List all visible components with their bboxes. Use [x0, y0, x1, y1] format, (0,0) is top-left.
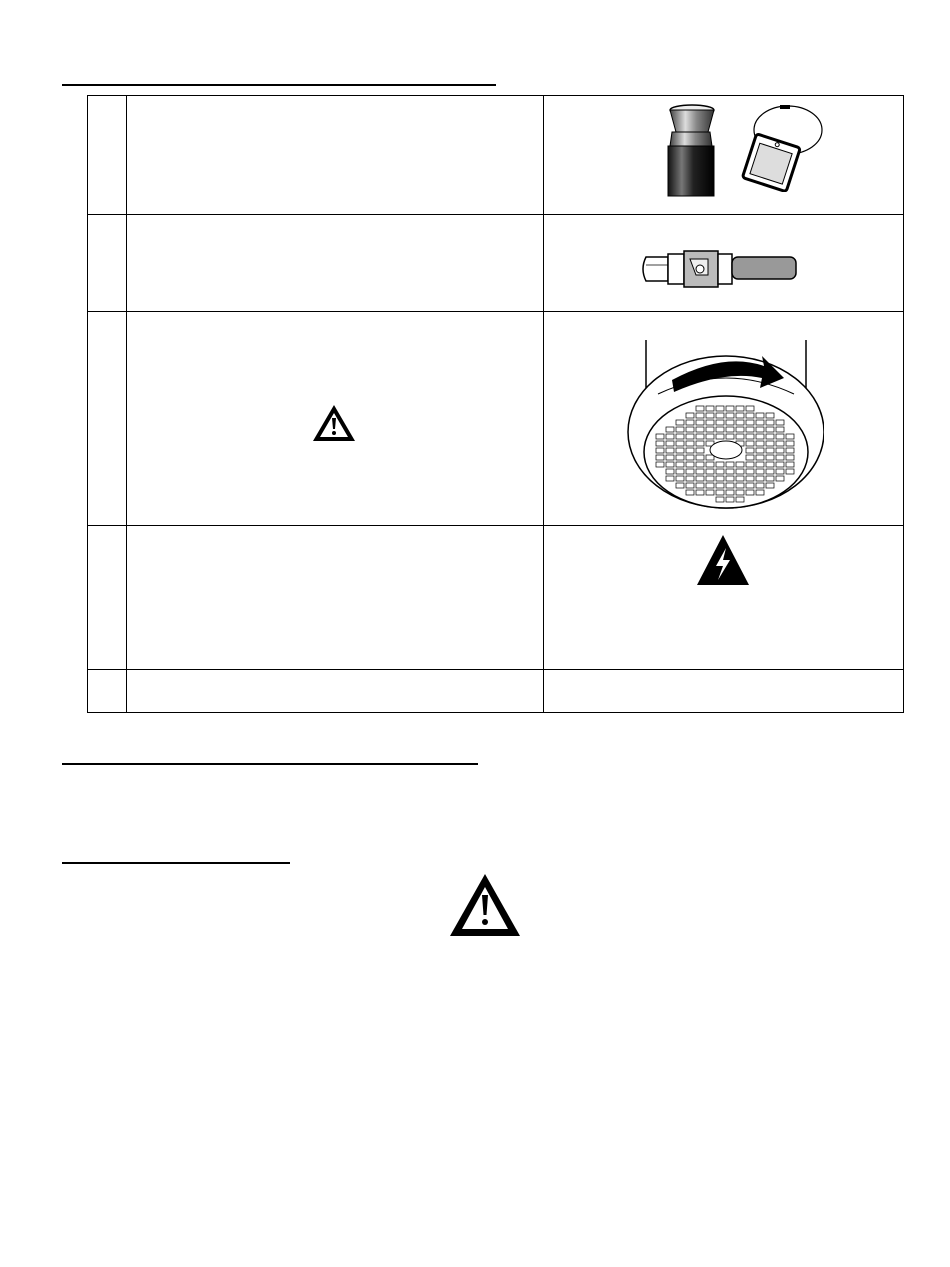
grille-hole [746, 434, 754, 439]
step-number-cell [88, 526, 127, 670]
step-image-cell [543, 526, 903, 670]
grille-hole [676, 441, 684, 446]
grille-hole [676, 420, 684, 425]
grille-hole [766, 434, 774, 439]
grille-hole [786, 441, 794, 446]
grille-hole [736, 462, 744, 467]
grille-hole [716, 469, 724, 474]
grille-hole [746, 455, 754, 460]
grille-hole [666, 469, 674, 474]
grille-hole [686, 413, 694, 418]
step-image-cell [543, 312, 903, 526]
heading-underline-3 [62, 862, 290, 864]
table-row [88, 215, 904, 312]
grille-hole [656, 441, 664, 446]
grille-hole [676, 469, 684, 474]
grille-hole [656, 434, 664, 439]
step-number-cell [88, 670, 127, 713]
grille-hole [756, 490, 764, 495]
grille-hole [696, 455, 704, 460]
table-row [88, 526, 904, 670]
grille-hole [716, 406, 724, 411]
grille-hole [696, 406, 704, 411]
grille-hole [666, 441, 674, 446]
grille-hole [676, 455, 684, 460]
grille-hole [766, 455, 774, 460]
step-text-cell [127, 670, 544, 713]
grille-hole [656, 448, 664, 453]
step-text-cell [127, 96, 544, 215]
grille-hole [746, 406, 754, 411]
grille-hole [756, 448, 764, 453]
grille-hole [746, 476, 754, 481]
grille-hole [776, 420, 784, 425]
grille-hole [766, 413, 774, 418]
grille-hole [716, 483, 724, 488]
table-row [88, 670, 904, 713]
grille-hole [756, 476, 764, 481]
grille-hole [736, 497, 744, 502]
grille-hole [706, 469, 714, 474]
grille-hole [686, 490, 694, 495]
table-row [88, 312, 904, 526]
grille-hole [726, 413, 734, 418]
caution-triangle-icon [449, 873, 521, 937]
grille-hole [736, 434, 744, 439]
step-number-cell [88, 96, 127, 215]
step-number-cell [88, 215, 127, 312]
grille-hole [716, 462, 724, 467]
heading-underline-2 [62, 763, 478, 765]
grille-hole [706, 434, 714, 439]
grille-hole [756, 469, 764, 474]
grille-hole [656, 455, 664, 460]
grille-hole [786, 455, 794, 460]
grille-hole [756, 420, 764, 425]
grille-hole [766, 476, 774, 481]
grille-hole [776, 434, 784, 439]
grille-hole [726, 462, 734, 467]
step-image-cell [543, 670, 903, 713]
grille-hole [736, 406, 744, 411]
grille-hole [726, 427, 734, 432]
grille-hole [726, 497, 734, 502]
grille-hole [746, 420, 754, 425]
grille-hole [706, 420, 714, 425]
grille-hole [746, 448, 754, 453]
grille-hole [696, 469, 704, 474]
grille-hole [776, 462, 784, 467]
grille-hole [696, 413, 704, 418]
grille-hole [706, 483, 714, 488]
grille-hole [706, 413, 714, 418]
grille-hole [786, 434, 794, 439]
grille-hole [786, 462, 794, 467]
grille-hole [686, 483, 694, 488]
grille-hole [686, 476, 694, 481]
grille-hole [676, 483, 684, 488]
filter-cup-icon [662, 102, 720, 198]
grille-hole [706, 406, 714, 411]
grille-hole [706, 462, 714, 467]
grille-hole [766, 448, 774, 453]
grille-hole [756, 455, 764, 460]
grille-hole [716, 427, 724, 432]
electrical-hazard-icon [696, 534, 750, 586]
grille-hole [776, 441, 784, 446]
grille-hole [686, 420, 694, 425]
grille-hole [666, 476, 674, 481]
grille-hole [686, 441, 694, 446]
heading-underline-1 [62, 84, 496, 86]
grille-hole [746, 413, 754, 418]
grille-hole [776, 448, 784, 453]
grille-hole [756, 441, 764, 446]
grille-hole [756, 434, 764, 439]
grille-hole [756, 483, 764, 488]
grille-hole [736, 476, 744, 481]
grille-hole [676, 434, 684, 439]
grille-hole [736, 427, 744, 432]
grille-hole [716, 476, 724, 481]
grille-hole [746, 427, 754, 432]
grille-hole [726, 483, 734, 488]
step-number-cell [88, 312, 127, 526]
grille-hole [786, 448, 794, 453]
grille-hole [686, 469, 694, 474]
grille-hole [706, 490, 714, 495]
grille-hole [746, 469, 754, 474]
grille-hole [686, 462, 694, 467]
table-row [88, 96, 904, 215]
grille-hole [696, 448, 704, 453]
grille-hole [696, 427, 704, 432]
grille-hole [696, 420, 704, 425]
grille-hole [736, 469, 744, 474]
grille-hole [736, 490, 744, 495]
grille-hole [726, 434, 734, 439]
grille-hole [716, 497, 724, 502]
grille-hole [766, 462, 774, 467]
grille-hole [766, 420, 774, 425]
motor-fan-rotation-icon [624, 332, 824, 512]
grille-hole [746, 490, 754, 495]
grille-hole [726, 476, 734, 481]
grille-hole [716, 490, 724, 495]
grille-hole [736, 483, 744, 488]
steps-table [87, 95, 904, 713]
grille-hole [676, 427, 684, 432]
grille-hole [716, 434, 724, 439]
grille-hole [756, 427, 764, 432]
step-text-cell [127, 312, 544, 526]
grille-hole [706, 476, 714, 481]
warning-tag-icon [732, 104, 824, 192]
grille-hole [666, 455, 674, 460]
grille-hole [706, 427, 714, 432]
grille-hole [776, 476, 784, 481]
grille-hole [786, 469, 794, 474]
step-text-cell [127, 526, 544, 670]
grille-hole [676, 476, 684, 481]
grille-hole [656, 462, 664, 467]
grille-hole [776, 427, 784, 432]
grille-hole [686, 427, 694, 432]
grille-hole [766, 483, 774, 488]
grille-hole [686, 455, 694, 460]
grille-hole [706, 455, 714, 460]
grille-hole [766, 469, 774, 474]
grille-hole [756, 413, 764, 418]
grille-hole [676, 448, 684, 453]
grille-hole [726, 469, 734, 474]
grille-hole [746, 462, 754, 467]
grille-hole [696, 476, 704, 481]
grille-hole [686, 448, 694, 453]
grille-hole [696, 441, 704, 446]
shaft-key-icon [638, 245, 804, 295]
grille-hole [696, 490, 704, 495]
caution-triangle-icon [312, 404, 356, 442]
grille-hole [736, 420, 744, 425]
grille-hole [676, 462, 684, 467]
grille-hole [776, 455, 784, 460]
grille-hole [696, 434, 704, 439]
grille-hole [746, 441, 754, 446]
grille-hole [696, 483, 704, 488]
grille-hole [756, 462, 764, 467]
grille-hole [666, 434, 674, 439]
step-image-cell [543, 215, 903, 312]
grille-hole [746, 483, 754, 488]
grille-hole [766, 441, 774, 446]
grille-hole [726, 490, 734, 495]
grille-hole [716, 413, 724, 418]
grille-hole [776, 469, 784, 474]
grille-hole [726, 420, 734, 425]
grille-hole [666, 427, 674, 432]
grille-hole [666, 448, 674, 453]
grille-hole [666, 462, 674, 467]
grille-hole [716, 420, 724, 425]
grille-hole [686, 434, 694, 439]
grille-hole [726, 406, 734, 411]
grille-hole [696, 462, 704, 467]
step-text-cell [127, 215, 544, 312]
grille-hole [736, 413, 744, 418]
grille-hole [766, 427, 774, 432]
step-image-cell [543, 96, 903, 215]
